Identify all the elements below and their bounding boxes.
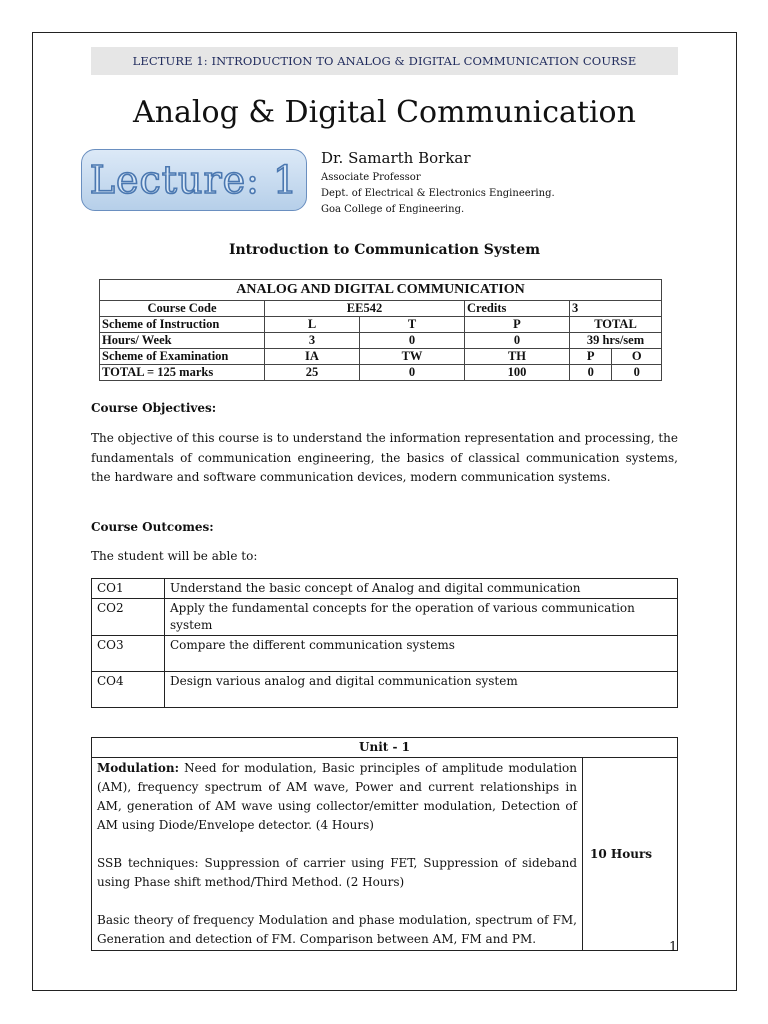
instr-val-total: 39 hrs/sem: [570, 333, 662, 349]
instr-val-l: 3: [265, 333, 360, 349]
table-row: [92, 599, 678, 636]
exam-val-tw: 0: [360, 365, 465, 381]
co-code: CO4: [92, 672, 165, 708]
objectives-heading: Course Objectives:: [91, 401, 217, 415]
page-number: 1: [669, 940, 678, 955]
instr-val-t: 0: [360, 333, 465, 349]
unit-modulation-label: Modulation:: [97, 761, 179, 775]
lecture-badge: [81, 149, 307, 211]
outcomes-heading: Course Outcomes:: [91, 520, 214, 534]
exam-col-ia: IA: [265, 349, 360, 365]
exam-val-th: 100: [465, 365, 570, 381]
instruction-label: Scheme of Instruction: [100, 317, 265, 333]
unit-table: [91, 737, 678, 951]
unit-paragraph-ssb: SSB techniques: Suppression of carrier using FET, Suppression of sideband using Phase shift method/Third Method. (2 Hours): [97, 856, 577, 889]
unit-hours: 10 Hours: [583, 758, 678, 951]
co-code: CO2: [92, 599, 165, 636]
total-marks-label: TOTAL = 125 marks: [100, 365, 265, 381]
co-text: Compare the different communication systems: [165, 636, 678, 672]
instr-val-p: 0: [465, 333, 570, 349]
header-banner: LECTURE 1: INTRODUCTION TO ANALOG & DIGITAL COMMUNICATION COURSE: [91, 47, 678, 75]
author-block: [321, 149, 555, 218]
exam-label: Scheme of Examination: [100, 349, 265, 365]
co-code: CO3: [92, 636, 165, 672]
exam-col-tw: TW: [360, 349, 465, 365]
co-text: Apply the fundamental concepts for the operation of various communication system: [165, 599, 678, 636]
author-department: Dept. of Electrical & Electronics Engineering.: [321, 188, 555, 199]
outcomes-table: [91, 578, 678, 708]
exam-col-o: O: [612, 349, 662, 365]
unit-paragraph-fm: Basic theory of frequency Modulation and phase modulation, spectrum of FM, Generation and detection of FM. Comparison between AM, FM and PM.: [97, 913, 577, 946]
unit-content: [92, 758, 583, 951]
table-row: [92, 579, 678, 599]
table-row: [92, 672, 678, 708]
exam-col-th: TH: [465, 349, 570, 365]
instr-col-p: P: [465, 317, 570, 333]
unit-paragraph-modulation: [97, 759, 577, 835]
credits-value: 3: [570, 301, 662, 317]
exam-col-p: P: [570, 349, 612, 365]
exam-val-o: 0: [612, 365, 662, 381]
outcomes-intro: The student will be able to:: [91, 549, 258, 563]
author-name: Dr. Samarth Borkar: [321, 149, 471, 167]
credits-label: Credits: [465, 301, 570, 317]
objectives-text: The objective of this course is to understand the information representation and processing, the fundamentals of communication engineering, the basics of classical communication systems, the hardware and software communication devices, modern communication systems.: [91, 431, 678, 484]
instr-col-total: TOTAL: [570, 317, 662, 333]
hours-label: Hours/ Week: [100, 333, 265, 349]
exam-val-ia: 25: [265, 365, 360, 381]
course-scheme-table: [99, 279, 662, 381]
co-text: Understand the basic concept of Analog and digital communication: [165, 579, 678, 599]
document-page: [32, 32, 737, 991]
exam-val-p: 0: [570, 365, 612, 381]
unit-title: Unit - 1: [92, 738, 678, 758]
instr-col-l: L: [265, 317, 360, 333]
course-code-label: Course Code: [100, 301, 265, 317]
unit-modulation-text: Need for modulation, Basic principles of amplitude modulation (AM), frequency spectrum of AM wave, Power and current relationships in AM, generation of AM wave using collector/emitter modulation, Detection of AM using Diode/Envelope detector. (4 Hours): [97, 761, 577, 832]
co-code: CO1: [92, 579, 165, 599]
lecture-badge-text: Lecture: 1: [89, 158, 299, 202]
instr-col-t: T: [360, 317, 465, 333]
section-heading: Introduction to Communication System: [228, 242, 541, 258]
table-row: [92, 636, 678, 672]
course-code-value: EE542: [265, 301, 465, 317]
co-text: Design various analog and digital communication system: [165, 672, 678, 708]
author-college: Goa College of Engineering.: [321, 204, 465, 215]
course-table-caption: ANALOG AND DIGITAL COMMUNICATION: [100, 280, 662, 301]
author-position: Associate Professor: [321, 172, 421, 183]
page-title: Analog & Digital Communication: [133, 95, 636, 130]
